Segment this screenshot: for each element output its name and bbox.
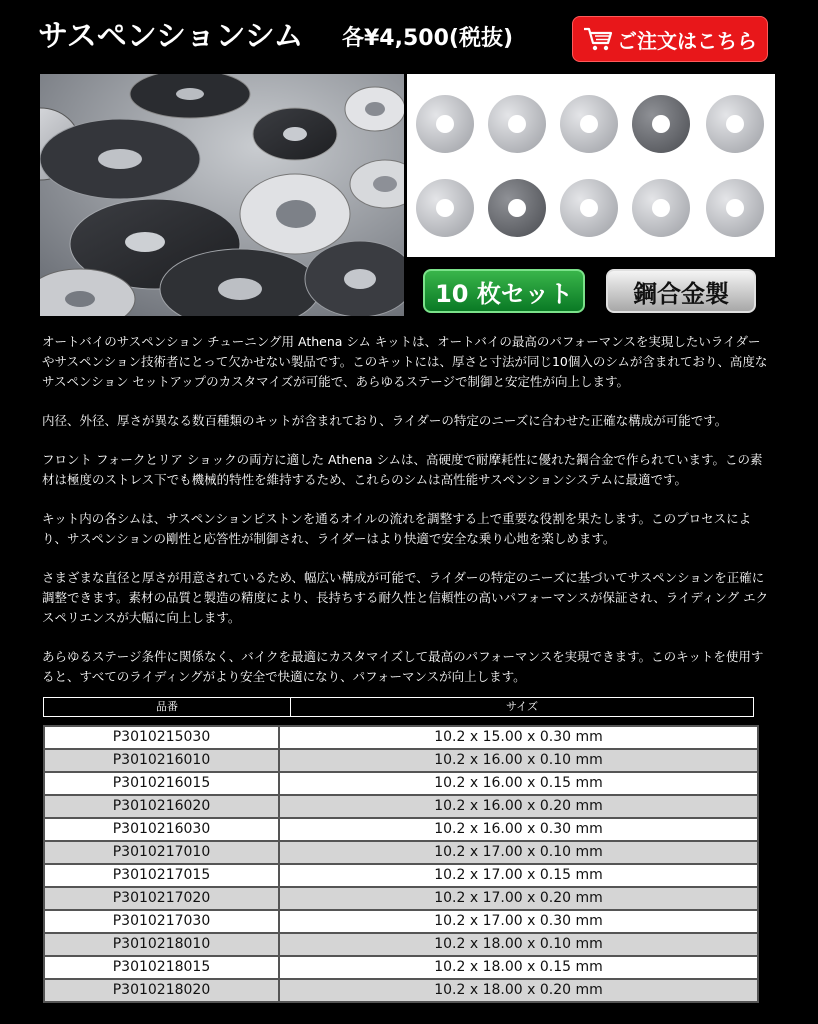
cell-part-number: P3010218020	[44, 979, 279, 1002]
table-row	[44, 933, 758, 956]
cell-part-number: P3010217010	[44, 841, 279, 864]
table-row	[44, 726, 758, 749]
cell-size: 10.2 x 17.00 x 0.30 mm	[279, 910, 758, 933]
cell-size: 10.2 x 15.00 x 0.30 mm	[279, 726, 758, 749]
cell-part-number: P3010216010	[44, 749, 279, 772]
cell-part-number: P3010216030	[44, 818, 279, 841]
cell-size: 10.2 x 16.00 x 0.20 mm	[279, 795, 758, 818]
cell-part-number: P3010217030	[44, 910, 279, 933]
product-description	[42, 332, 770, 706]
column-header-part-number: 品番	[44, 698, 291, 716]
table-header	[43, 697, 754, 717]
cell-size: 10.2 x 18.00 x 0.15 mm	[279, 956, 758, 979]
description-paragraph: 内径、外径、厚さが異なる数百種類のキットが含まれており、ライダーの特定のニーズに合わせた正確な構成が可能です。	[42, 413, 728, 428]
table-row	[44, 818, 758, 841]
product-photo-shim-grid	[407, 74, 775, 257]
cell-size: 10.2 x 17.00 x 0.20 mm	[279, 887, 758, 910]
order-button-label: ご注文はこちら	[617, 28, 757, 53]
badge-steel-alloy: 鋼合金製	[606, 269, 756, 313]
cell-size: 10.2 x 16.00 x 0.15 mm	[279, 772, 758, 795]
description-paragraph: オートバイのサスペンション チューニング用 Athena シム キットは、オートバイの最高のパフォーマンスを実現したいライダーやサスペンション技術者にとって欠かせない製品です。このキットには、厚さと寸法が同じ10個入のシムが含まれており、高度なサスペンション セットアップのカスタマイズが可能で、あらゆるステージで制御と安定性が向上します。	[42, 334, 768, 389]
cart-icon	[583, 26, 613, 52]
table-row	[44, 841, 758, 864]
page-title: サスペンションシム	[38, 19, 304, 54]
column-header-size: サイズ	[505, 700, 539, 713]
table-row	[44, 956, 758, 979]
cell-size: 10.2 x 18.00 x 0.10 mm	[279, 933, 758, 956]
order-button[interactable]	[572, 16, 768, 62]
cell-part-number: P3010218010	[44, 933, 279, 956]
cell-size: 10.2 x 18.00 x 0.20 mm	[279, 979, 758, 1002]
cell-size: 10.2 x 17.00 x 0.10 mm	[279, 841, 758, 864]
badge-ten-piece-set: 10 枚セット	[423, 269, 585, 313]
table-row	[44, 887, 758, 910]
description-paragraph: さまざまな直径と厚さが用意されているため、幅広い構成が可能で、ライダーの特定のニーズに基づいてサスペンションを正確に調整できます。素材の品質と製造の精度により、長持ちする耐久性と信頼性の高いパフォーマンスが保証され、ライディング エクスペリエンスが大幅に向上します。	[42, 570, 769, 625]
cell-size: 10.2 x 16.00 x 0.30 mm	[279, 818, 758, 841]
description-paragraph: フロント フォークとリア ショックの両方に適した Athena シムは、高硬度で耐摩耗性に優れた鋼合金で作られています。この素材は極度のストレス下でも機械的特性を維持するため、これらのシムは高性能サスペンションシステムに最適です。	[42, 452, 763, 487]
description-paragraph: キット内の各シムは、サスペンションピストンを通るオイルの流れを調整する上で重要な役割を果たします。このプロセスにより、サスペンションの剛性と応答性が制御され、ライダーはより快適で安全な乗り心地を楽しめます。	[42, 511, 752, 546]
cell-size: 10.2 x 17.00 x 0.15 mm	[279, 864, 758, 887]
cell-part-number: P3010216015	[44, 772, 279, 795]
cell-part-number: P3010217020	[44, 887, 279, 910]
table-row	[44, 795, 758, 818]
cell-part-number: P3010216020	[44, 795, 279, 818]
size-table	[43, 725, 759, 1003]
table-row	[44, 979, 758, 1002]
price-label: 各¥4,500(税抜)	[342, 26, 514, 51]
table-row	[44, 772, 758, 795]
table-row	[44, 864, 758, 887]
product-photo-scattered-shims	[40, 74, 404, 316]
description-paragraph: あらゆるステージ条件に関係なく、バイクを最適にカスタマイズして最高のパフォーマンスを実現できます。このキットを使用すると、すべてのライディングがより安全で快適になり、パフォーマンスが向上します。	[42, 649, 764, 684]
cell-size: 10.2 x 16.00 x 0.10 mm	[279, 749, 758, 772]
cell-part-number: P3010215030	[44, 726, 279, 749]
table-row	[44, 749, 758, 772]
cell-part-number: P3010218015	[44, 956, 279, 979]
cell-part-number: P3010217015	[44, 864, 279, 887]
table-row	[44, 910, 758, 933]
